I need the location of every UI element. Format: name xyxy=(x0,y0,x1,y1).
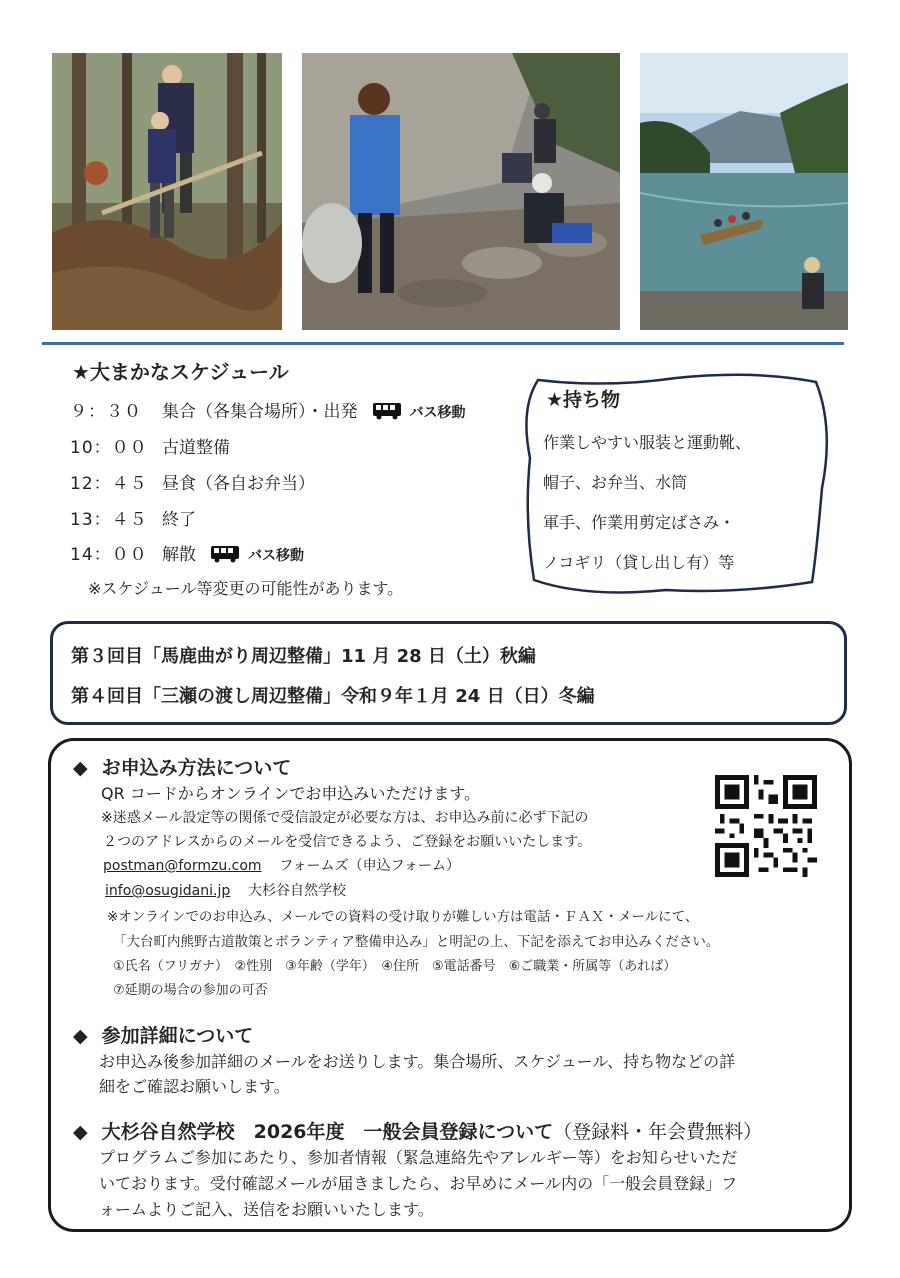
email-description: フォームズ（申込フォーム） xyxy=(279,858,460,874)
member-text: プログラムご参加にあたり、参加者情報（緊急連絡先やアレルギー等）をお知らせいただ xyxy=(99,1148,738,1167)
schedule-time: 13：４５ xyxy=(70,510,148,530)
email-row xyxy=(103,855,460,875)
apply-text: ※オンラインでのお申込み、メールでの資料の受け取りが難しい方は電話・ＦＡＸ・メールにて、 xyxy=(107,909,699,925)
required-fields: ⑦延期の場合の参加の可否 xyxy=(113,983,268,998)
event-item: 第３回目「馬鹿曲がり周辺整備」11 月 28 日（土）秋編 xyxy=(71,646,536,667)
member-heading-note: （登録料・年会費無料） xyxy=(553,1121,763,1143)
forest-trail-photo xyxy=(52,53,282,330)
apply-text: ※迷惑メール設定等の関係で受信設定が必要な方は、お申込み前に必ず下記の xyxy=(101,810,589,826)
apply-text: ２つのアドレスからのメールを受信できるよう、ご登録をお願いいたします。 xyxy=(103,834,592,850)
apply-heading-row xyxy=(73,753,291,780)
event-item: 第４回目「三瀬の渡し周辺整備」令和９年１月 24 日（日）冬編 xyxy=(71,686,595,707)
schedule-label: 昼食（各自お弁当） xyxy=(162,474,315,494)
details-heading: 参加詳細について xyxy=(101,1025,254,1047)
schedule-time: 14：００ xyxy=(70,545,148,565)
apply-heading: お申込み方法について xyxy=(101,757,292,779)
schedule-time: 10：００ xyxy=(70,438,148,458)
section-divider xyxy=(42,342,844,345)
schedule-label: 解散 xyxy=(162,545,196,565)
member-heading: 大杉谷自然学校 2026年度 一般会員登録について xyxy=(101,1121,554,1143)
diamond-bullet-icon: ◆ xyxy=(73,1121,88,1143)
email-link[interactable]: info@osugidani.jp xyxy=(105,883,231,899)
required-fields: ①氏名（フリガナ） ②性別 ③年齢（学年） ④住所 ⑤電話番号 ⑥ご職業・所属等（あれば） xyxy=(113,959,677,974)
belongings-line: 作業しやすい服装と運動靴、 xyxy=(543,433,752,452)
schedule-row xyxy=(70,397,466,425)
email-description: 大杉谷自然学校 xyxy=(248,883,347,899)
diamond-bullet-icon: ◆ xyxy=(73,757,88,779)
apply-text: QR コードからオンラインでお申込みいただけます。 xyxy=(101,784,481,803)
belongings-line: ノコギリ（貸し出し有）等 xyxy=(543,553,735,572)
rock-cleanup-photo xyxy=(302,53,620,330)
river-boat-photo xyxy=(640,53,848,330)
bus-move-label: バス移動 xyxy=(409,405,466,421)
bus-icon xyxy=(372,402,402,425)
schedule-time: ９：３０ xyxy=(70,402,142,422)
diamond-bullet-icon: ◆ xyxy=(73,1025,88,1047)
schedule-row xyxy=(70,433,230,458)
schedule-time: 12：４５ xyxy=(70,474,148,494)
schedule-row xyxy=(70,469,315,494)
details-text: 細をご確認お願いします。 xyxy=(99,1077,290,1096)
email-row xyxy=(105,880,346,900)
schedule-title: ★大まかなスケジュール xyxy=(72,360,289,384)
details-text: お申込み後参加詳細のメールをお送りします。集合場所、スケジュール、持ち物などの詳 xyxy=(99,1052,736,1071)
schedule-label: 終了 xyxy=(162,510,196,530)
details-heading-row xyxy=(73,1021,253,1048)
email-link[interactable]: postman@formzu.com xyxy=(103,858,262,874)
belongings-line: 帽子、お弁当、水筒 xyxy=(543,473,688,492)
belongings-line: 軍手、作業用剪定ばさみ・ xyxy=(543,513,736,532)
qr-code-icon[interactable] xyxy=(715,775,817,877)
schedule-note: ※スケジュール等変更の可能性があります。 xyxy=(88,579,404,598)
application-info-box xyxy=(48,738,852,1232)
schedule-label: 古道整備 xyxy=(162,438,230,458)
member-heading-row xyxy=(73,1117,762,1144)
apply-text: 「大台町内熊野古道散策とボランティア整備申込み」と明記の上、下記を添えてお申込みください。 xyxy=(113,934,720,950)
belongings-title: ★持ち物 xyxy=(546,389,621,411)
bus-icon xyxy=(210,545,240,568)
member-text: ォームよりご記入、送信をお願いいたします。 xyxy=(99,1200,434,1219)
bus-move-label: バス移動 xyxy=(248,548,304,564)
schedule-label: 集合（各集合場所）・出発 xyxy=(162,402,358,422)
schedule-row xyxy=(70,540,304,568)
upcoming-events-box xyxy=(50,621,847,725)
schedule-row xyxy=(70,505,196,530)
member-text: いております。受付確認メールが届きましたら、お早めにメール内の「一般会員登録」フ xyxy=(99,1174,738,1193)
